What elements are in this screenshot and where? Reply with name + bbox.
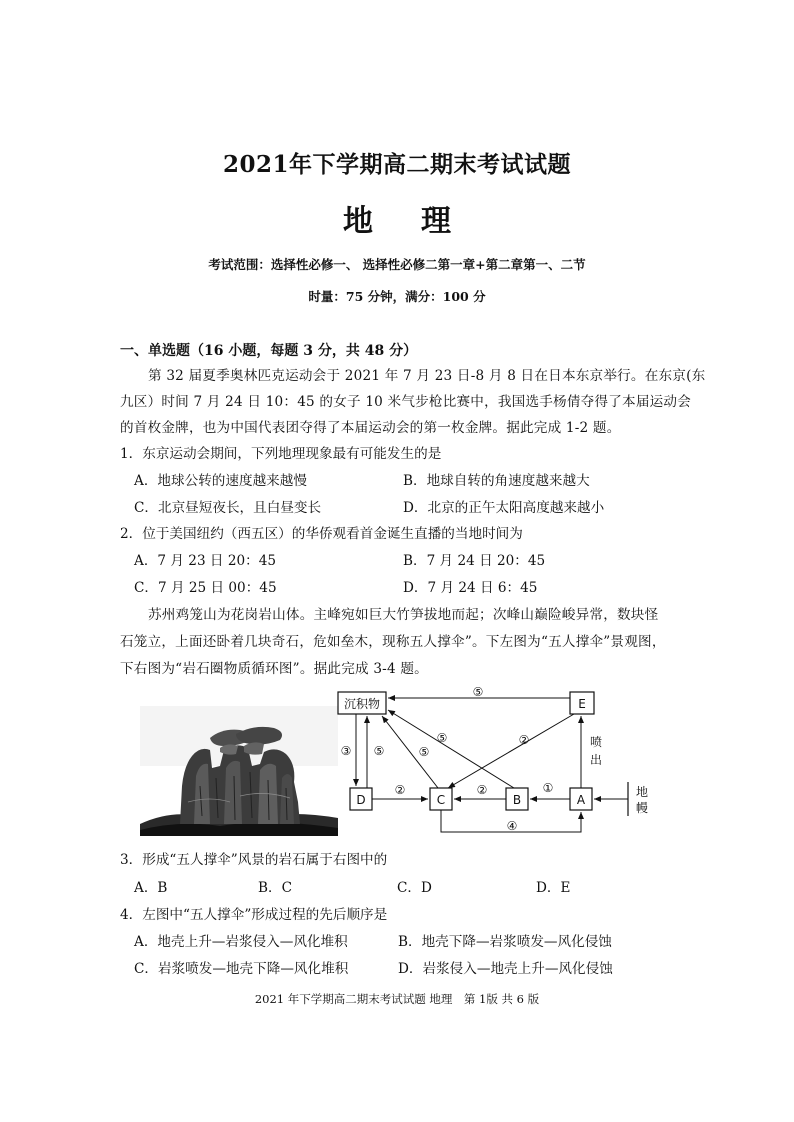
q3-stem: 3．形成“五人撑伞”风景的岩石属于右图中的 xyxy=(120,852,388,868)
q4-stem: 4．左图中“五人撑伞”形成过程的先后顺序是 xyxy=(120,907,388,923)
q2-option-b: B．7 月 24 日 20：45 xyxy=(403,553,546,569)
q1-option-a: A．地球公转的速度越来越慢 xyxy=(134,473,307,489)
num-bc-2: ② xyxy=(476,783,488,797)
q2-stem: 2．位于美国纽约（西五区）的华侨观看首金诞生直播的当地时间为 xyxy=(120,526,523,542)
label-d: D xyxy=(356,793,366,807)
passage2-line1: 苏州鸡笼山为花岗岩山体。主峰宛如巨大竹笋拔地而起；次峰山巅险峻异常，数块怪 xyxy=(148,607,659,623)
exam-scope: 考试范围：选择性必修一、 选择性必修二第一章+第二章第一、二节 xyxy=(208,257,586,272)
q1-option-d: D．北京的正午太阳高度越来越小 xyxy=(403,500,605,516)
passage1-line1: 第 32 届夏季奥林匹克运动会于 2021 年 7 月 23 日-8 月 8 日在日本东京举行。在东京(东 xyxy=(148,368,706,384)
q3-option-b: B．C xyxy=(258,880,292,896)
label-sediment: 沉积物 xyxy=(343,697,381,711)
q2-option-a: A．7 月 23 日 20：45 xyxy=(134,553,277,569)
arrow-c-to-sediment xyxy=(382,716,438,788)
num-bs-5: ⑤ xyxy=(436,731,448,745)
arrow-e-to-c xyxy=(448,714,574,788)
num-ca-4: ④ xyxy=(506,819,518,833)
q3-option-d: D．E xyxy=(536,880,571,896)
passage2-line3: 下右图为“岩石圈物质循环图”。据此完成 3-4 题。 xyxy=(120,661,428,677)
passage2-line2: 石笼立，上面还卧着几块奇石，危如垒木，现称五人撑伞”。下左图为“五人撑伞”景观图， xyxy=(120,634,666,650)
num-cs-5: ⑤ xyxy=(418,745,430,759)
num-ab-1: ① xyxy=(542,781,554,795)
label-eruption-2: 出 xyxy=(589,753,603,767)
num-top-5: ⑤ xyxy=(472,685,484,699)
label-eruption-1: 喷 xyxy=(589,735,603,749)
page-footer: 2021 年下学期高二期末考试试题 地理 第 1版 共 6 版 xyxy=(254,992,540,1006)
label-e: E xyxy=(578,697,586,711)
q3-option-c: C．D xyxy=(397,880,432,896)
q4-option-b: B．地壳下降—岩浆喷发—风化侵蚀 xyxy=(398,934,612,950)
subject-title: 地理 xyxy=(343,204,499,239)
q1-stem: 1．东京运动会期间，下列地理现象最有可能发生的是 xyxy=(120,446,442,462)
q4-option-d: D．岩浆侵入—地壳上升—风化侵蚀 xyxy=(398,961,613,977)
q1-option-b: B．地球自转的角速度越来越大 xyxy=(403,473,590,489)
num-left-3: ③ xyxy=(340,744,352,758)
q4-option-a: A．地壳上升—岩浆侵入—风化堆积 xyxy=(134,934,348,950)
q4-option-c: C．岩浆喷发—地壳下降—风化堆积 xyxy=(134,961,349,977)
num-ec-2: ② xyxy=(518,733,530,747)
num-dc-2: ② xyxy=(394,783,406,797)
label-mantle-1: 地 xyxy=(635,785,649,799)
exam-time: 时量：75 分钟，满分：100 分 xyxy=(308,289,486,304)
q2-option-d: D．7 月 24 日 6：45 xyxy=(403,580,538,596)
q2-option-c: C．7 月 25 日 00：45 xyxy=(134,580,277,596)
q3-option-a: A．B xyxy=(134,880,168,896)
num-left-5: ⑤ xyxy=(373,744,385,758)
arrow-b-to-sediment xyxy=(388,710,514,788)
section-title: 一、单选题（16 小题，每题 3 分，共 48 分） xyxy=(120,343,418,359)
label-c: C xyxy=(436,793,446,807)
rock-landscape-photo xyxy=(140,706,338,836)
exam-title: 2021年下学期高二期末考试试题 xyxy=(222,151,571,178)
label-b: B xyxy=(512,793,522,807)
passage1-line2: 九区）时间 7 月 24 日 10：45 的女子 10 米气步枪比赛中，我国选手杨倩夺得了本届运动会 xyxy=(120,394,691,410)
label-mantle-2: 幔 xyxy=(635,801,649,815)
rock-cycle-diagram xyxy=(334,684,664,844)
q1-option-c: C．北京昼短夜长，且白昼变长 xyxy=(134,500,322,516)
passage1-line3: 的首枚金牌，也为中国代表团夺得了本届运动会的第一枚金牌。据此完成 1-2 题。 xyxy=(120,420,621,436)
label-a: A xyxy=(576,793,586,807)
